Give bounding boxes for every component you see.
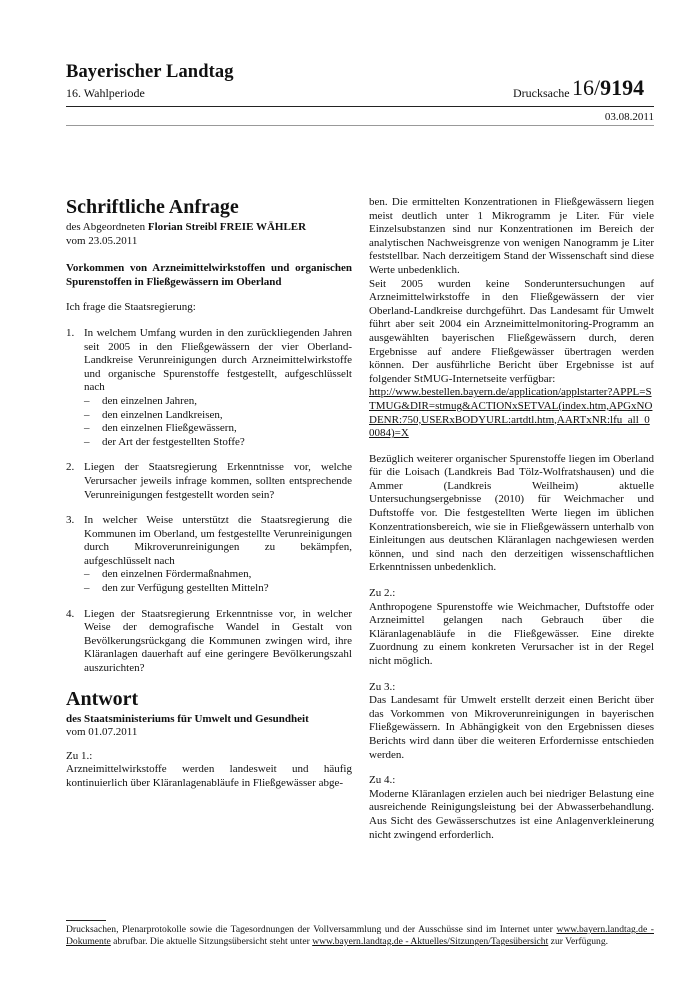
footer-note: [66, 924, 654, 948]
question-text: Liegen der Staatsregierung Erkenntnisse vor, in welcher Weise der demografische Wandel in Gestalt von Bevölkerungsrückgang die Kommunen zwingen wird, ihre Kläranlagen dauerhaft auf eine geringere Bevölkerungszahl auszurichten?: [84, 607, 352, 675]
zu2-text: Anthropogene Spurenstoffe wie Weichmacher, Duftstoffe oder Arzneimittel gelangen nach Gebrauch über die Kläranlagenabläufe in die Fließgewässer. Eine direkte Zuordnung zu einem konkreten Verursacher ist in der Regel nicht möglich.: [369, 600, 654, 667]
question-text: Liegen der Staatsregierung Erkenntnisse vor, welche Verursacher jeweils infrage kommen, sollten entsprechende Verunreinigungen festgestellt worden sein?: [84, 461, 352, 501]
drucksache-prefix: 16/: [572, 75, 601, 100]
question-3: [66, 514, 352, 596]
stmug-link[interactable]: http://www.bestellen.bayern.de/application/applstarter?APPL=STMUG&DIR=stmug&ACTIONxSETVAL(index.htm,APGxNODENR:750,USERxBODYURL:artdtl.htm,AARTxNR:lfu_all_00084)=X: [369, 386, 653, 440]
footer-link-sitzungen[interactable]: www.bayern.landtag.de - Aktuelles/Sitzungen/Tagesübersicht: [312, 936, 549, 947]
zu1-label: Zu 1.:: [66, 749, 93, 762]
drucksache-label: Drucksache: [513, 86, 570, 100]
drucksache-number: [572, 75, 644, 101]
question-number: 1.: [66, 326, 75, 339]
zu2-label: Zu 2.:: [369, 587, 396, 600]
header-rule: [66, 106, 654, 107]
question-4: [66, 608, 352, 676]
zu3-text: Das Landesamt für Umwelt erstellt derzeit einen Bericht über das Vorkommen von Mikroverunreinigungen in bayerischen Fließgewässern. In Abhängigkeit von den Ergebnissen dieses Berichts wird dann über die weiteren Erfordernisse entschieden werden.: [369, 694, 654, 761]
antwort-date: vom 01.07.2011: [66, 726, 138, 739]
footer-rule: [66, 920, 106, 921]
question-2: [66, 461, 352, 502]
question-text: In welchem Umfang wurden in den zurückliegenden Jahren seit 2005 in den Fließgewässern der vier Oberland-Landkreise Verunreinigungen durch Arzneimittelwirkstoffe und organische Spurenstoffe festgestellt, aufgeschlüsselt nach: [84, 326, 352, 394]
zu3-label: Zu 3.:: [369, 680, 396, 693]
anfrage-title: Schriftliche Anfrage: [66, 196, 239, 218]
anfrage-date: vom 23.05.2011: [66, 234, 138, 247]
legislative-period: 16. Wahlperiode: [66, 86, 145, 100]
document-date: 03.08.2011: [604, 111, 654, 123]
sub-item: – den einzelnen Fließgewässern,: [84, 422, 352, 436]
zu4-label: Zu 4.:: [369, 774, 396, 787]
header-rule-secondary: [66, 125, 654, 126]
question-number: 2.: [66, 461, 75, 474]
institution-title: Bayerischer Landtag: [66, 62, 234, 82]
sub-item: – den einzelnen Landkreisen,: [84, 409, 352, 423]
footer-link-dokumente[interactable]: www.bayern.landtag.de - Dokumente: [66, 924, 654, 947]
anfrage-author-line: [66, 221, 352, 235]
question-list: [66, 327, 352, 676]
question-intro: Ich frage die Staatsregierung:: [66, 301, 196, 314]
question-number: 3.: [66, 514, 75, 527]
sub-item: – den einzelnen Fördermaßnahmen,: [84, 568, 352, 582]
footer-text-2: abrufbar. Die aktuelle Sitzungsübersicht steht unter: [110, 936, 313, 947]
antwort-ministry: des Staatsministeriums für Umwelt und Gesundheit: [66, 712, 309, 725]
question-text: In welcher Weise unterstützt die Staatsregierung die Kommunen im Oberland, um festgestellte Verunreinigungen durch Mikroverunreinigungen zu bekämpfen, aufgeschlüsselt nach: [84, 514, 352, 567]
sub-item: – den zur Verfügung gestellten Mitteln?: [84, 582, 352, 596]
zu4-text: Moderne Kläranlagen erzielen auch bei niedriger Belastung eine ausreichende Reinigungsleistung bei der Abwasserbehandlung. Aus Sicht des Gewässerschutzes ist eine Anlagenverkleinerung nicht zwingend erforderlich.: [369, 787, 654, 841]
left-column: [66, 196, 352, 791]
question-sublist: [84, 395, 352, 449]
zu1-paragraph-3: Bezüglich weiterer organischer Spurenstoffe liegen im Oberland für die Loisach (Landkreis Bad Tölz-Wolfratshausen) und die Ammer (Landkreis Weilheim) aktuelle Untersuchungsergebnisse (2010) für Weichmacher und Duftstoffe vor. Die festgestellten Werte liegen im üblichen Konzentrationsbereich, wie sie in Fließgewässern unterhalb von Einleitungen aus deutschen Kläranlagen nachgewiesen werden können, und sind nach den derzeitigen wissenschaftlichen Erkenntnissen unbedenklich.: [369, 452, 654, 574]
footer-text-1: Drucksachen, Plenarprotokolle sowie die Tagesordnungen der Vollversammlung und der Ausschüsse sind im Internet unter: [66, 924, 557, 935]
question-sublist: [84, 568, 352, 595]
antwort-title: Antwort: [66, 687, 139, 710]
zu1-paragraph-2: Seit 2005 wurden keine Sonderuntersuchungen auf Arzneimittelwirkstoffe in den Fließgewässern der vier Oberland-Landkreise durchgeführt. Das Landesamt für Umwelt führt aber seit 2004 ein Arzneimittelmonitoring-Programm an ausgewählten bayerischen Fließgewässern durch, deren Ergebnisse auf andere Fließgewässer übertragen werden können. Der ausführliche Bericht über Ergebnisse ist auf folgender StMUG-Internetseite verfügbar:: [369, 277, 654, 385]
right-column: [369, 196, 654, 842]
footer-text-3: zur Verfügung.: [548, 936, 609, 947]
zu1-paragraph-continued: ben. Die ermittelten Konzentrationen in Fließgewässern liegen meist deutlich unter 1 Mikrogramm je Liter. Für viele Einzelsubstanzen sind nur Konzentrationen im Bereich der analytischen Nachweisgrenze von wenigen Nanogramm je Liter feststellbar. Nach derzeitigem Stand der Wissenschaft sind diese Werte unbedenklich.: [369, 196, 654, 276]
question-number: 4.: [66, 607, 75, 620]
drucksache-id: 9194: [600, 75, 645, 100]
question-1: [66, 327, 352, 449]
author-prefix: des Abgeordneten: [66, 221, 148, 233]
zu1-paragraph-start: Arzneimittelwirkstoffe werden landesweit und häufig kontinuierlich über Kläranlagenabläufe in Fließgewässer abge-: [66, 763, 352, 789]
anfrage-subject: Vorkommen von Arzneimittelwirkstoffen und organischen Spurenstoffen in Fließgewässern im Oberland: [66, 262, 352, 288]
sub-item: – den einzelnen Jahren,: [84, 395, 352, 409]
author-name: Florian Streibl FREIE WÄHLER: [147, 221, 307, 233]
sub-item: – der Art der festgestellten Stoffe?: [84, 436, 352, 450]
